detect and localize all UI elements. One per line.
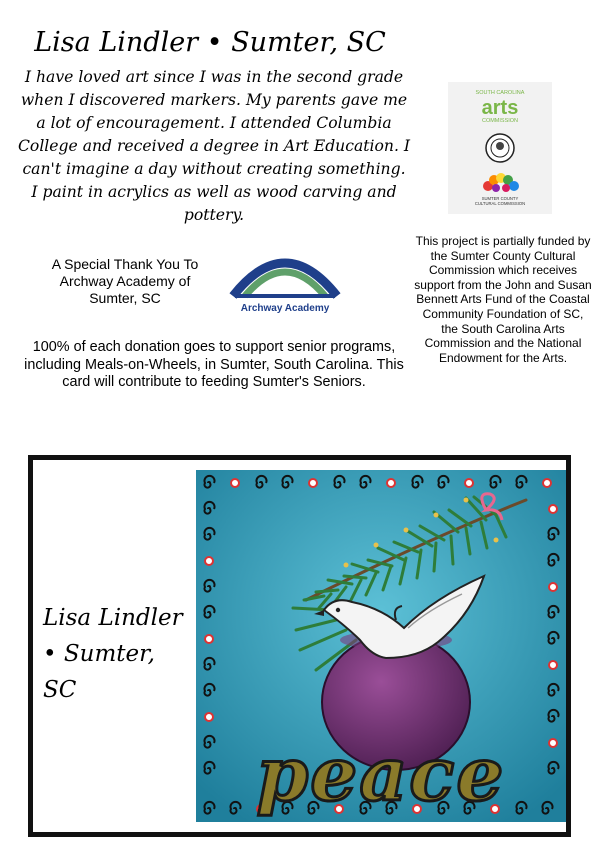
border-dot [205, 635, 213, 643]
arts-commission-word: arts [481, 97, 519, 119]
border-dot [465, 479, 473, 487]
border-dot [543, 479, 551, 487]
thank-you-line-1: A Special Thank You To [51, 256, 199, 272]
thank-you-block [40, 256, 210, 307]
border-dot [549, 505, 557, 513]
greeting-card-preview [28, 455, 571, 837]
border-dot [309, 479, 317, 487]
cultural-commission-line-2: CULTURAL COMMISSION [474, 201, 526, 206]
thank-you-line-3: Sumter, SC [89, 290, 161, 306]
border-dot [231, 479, 239, 487]
card-name-line-1: Lisa Lindler [43, 605, 183, 631]
page-title: Lisa Lindler • Sumter, SC [34, 27, 386, 58]
sponsor-logos [448, 82, 552, 214]
donation-note: 100% of each donation goes to support senior programs, including Meals-on-Wheels, in Sumter, South Carolina. This card will contribute to feeding Sumter's Seniors. [24, 339, 404, 390]
archway-academy-logo [225, 244, 345, 316]
border-dot [205, 557, 213, 565]
cultural-commission-line-1: SUMTER COUNTY [481, 196, 519, 201]
archway-base [235, 294, 335, 298]
border-dot [549, 661, 557, 669]
border-dot [549, 739, 557, 747]
card-name-line-2: • Sumter, SC [43, 641, 155, 703]
peace-dove-painting [196, 470, 566, 822]
card-artist-name [43, 600, 193, 708]
peace-word-text: peace [256, 732, 506, 818]
artist-bio: I have loved art since I was in the second grade when I discovered markers. My parents gave me a lot of encouragement. I attended Columbia College and received a degree in Art Education. I can't imagine a day without creating something. I paint in acrylics as well as wood carving and pottery. [18, 68, 411, 224]
archway-logo-text: Archway Academy [240, 303, 330, 314]
thank-you-line-2: Archway Academy of [59, 273, 191, 289]
border-dot [387, 479, 395, 487]
funding-statement: This project is partially funded by the Sumter County Cultural Commission which receives support from the John and Susan Bennett Arts Fund of the Coastal Community Foundation of SC, the South Carolina Arts Commission and the National Endowment for the Arts. [414, 234, 592, 365]
arts-commission-bottom: COMMISSION [481, 118, 519, 124]
painting-peace-word [257, 732, 506, 818]
border-dot [549, 583, 557, 591]
cultural-commission-flower-icon [483, 173, 519, 192]
arts-commission-top: SOUTH CAROLINA [475, 90, 525, 96]
border-dot [205, 713, 213, 721]
